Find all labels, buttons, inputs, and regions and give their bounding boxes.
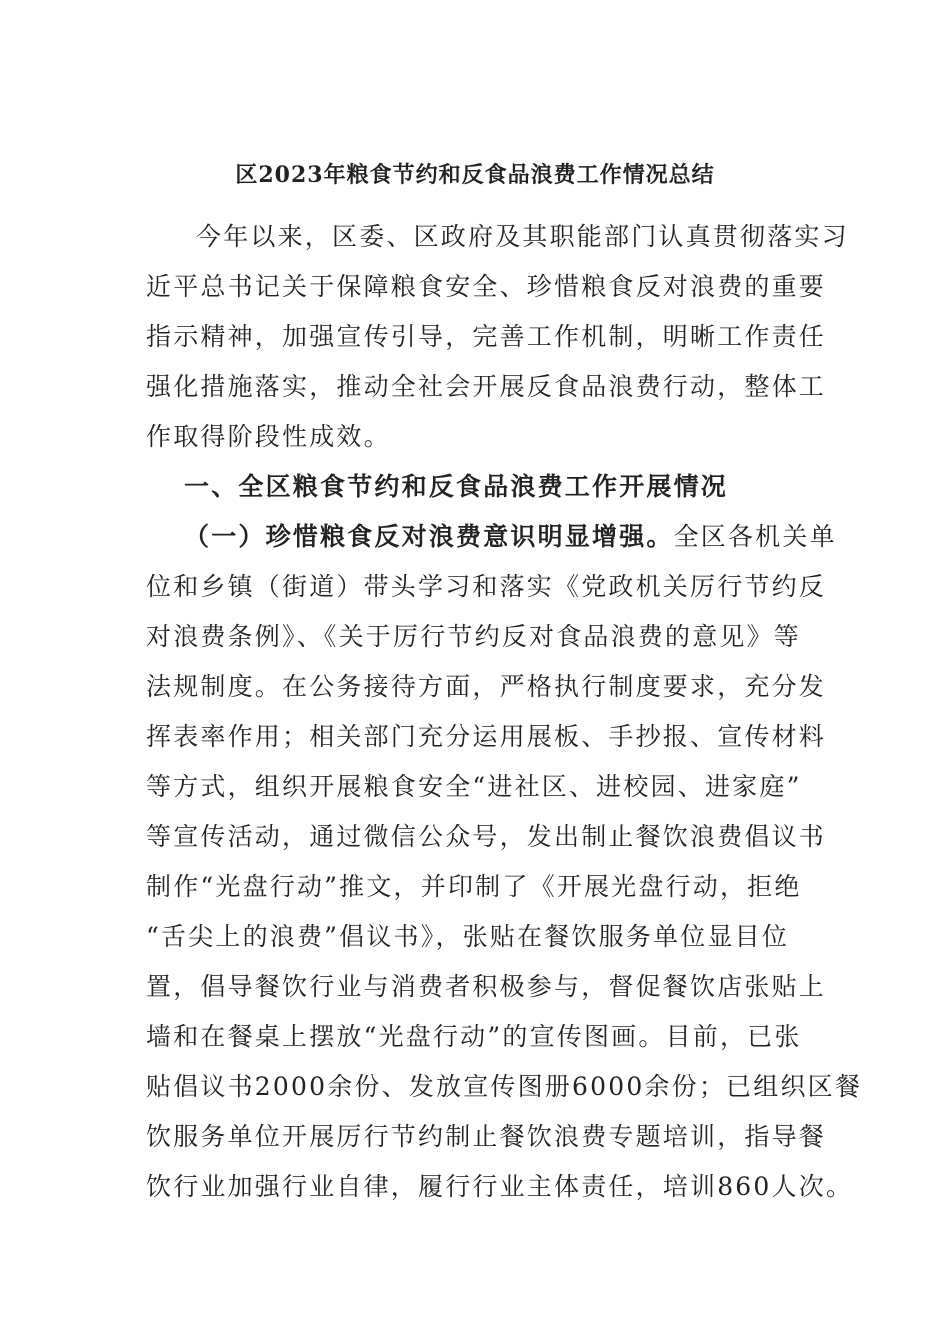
paragraph-line: 对浪费条例》、《关于厉行节约反对食品浪费的意见》等 bbox=[146, 622, 802, 651]
paragraph-line: 近平总书记关于保障粮食安全、珍惜粮食反对浪费的重要 bbox=[146, 272, 827, 301]
paragraph-line: “舌尖上的浪费”倡议书》，张贴在餐饮服务单位显目位 bbox=[146, 922, 790, 951]
paragraph-line: 法规制度。在公务接待方面，严格执行制度要求，充分发 bbox=[146, 672, 827, 701]
paragraph-line: 饮行业加强行业自律，履行行业主体责任，培训860人次。 bbox=[146, 1172, 854, 1201]
paragraph-line: 今年以来，区委、区政府及其职能部门认真贯彻落实习 bbox=[196, 222, 849, 251]
paragraph-line: 贴倡议书2000余份、发放宣传图册6000余份；已组织区餐 bbox=[146, 1072, 863, 1101]
subsection-heading: （一）珍惜粮食反对浪费意识明显增强。 bbox=[184, 522, 674, 551]
paragraph-line: 等方式，组织开展粮食安全“进社区、进校园、进家庭” bbox=[146, 772, 802, 801]
paragraph-line: 饮服务单位开展厉行节约制止餐饮浪费专题培训，指导餐 bbox=[146, 1122, 827, 1151]
subsection-paragraph bbox=[146, 512, 863, 1212]
paragraph-line: 置，倡导餐饮行业与消费者积极参与，督促餐饮店张贴上 bbox=[146, 972, 827, 1001]
section-heading-text: 一、全区粮食节约和反食品浪费工作开展情况 bbox=[184, 472, 729, 501]
paragraph-line: 指示精神，加强宣传引导，完善工作机制，明晰工作责任 bbox=[146, 322, 827, 351]
paragraph-line: 强化措施落实，推动全社会开展反食品浪费行动，整体工 bbox=[146, 372, 827, 401]
paragraph-line bbox=[146, 512, 837, 562]
document-title: 区2023年粮食节约和反食品浪费工作情况总结 bbox=[235, 162, 715, 188]
paragraph-line: 挥表率作用；相关部门充分运用展板、手抄报、宣传材料 bbox=[146, 722, 827, 751]
paragraph-line: 位和乡镇（街道）带头学习和落实《党政机关厉行节约反 bbox=[146, 572, 827, 601]
subsection-first-line-text: 全区各机关单 bbox=[673, 522, 837, 551]
section-heading bbox=[146, 462, 806, 512]
paragraph-line: 制作“光盘行动”推文，并印制了《开展光盘行动，拒绝 bbox=[146, 872, 802, 901]
paragraph-line: 墙和在餐桌上摆放“光盘行动”的宣传图画。目前，已张 bbox=[146, 1022, 802, 1051]
paragraph-line: 作取得阶段性成效。 bbox=[146, 422, 391, 451]
paragraph-line: 等宣传活动，通过微信公众号，发出制止餐饮浪费倡议书 bbox=[146, 822, 827, 851]
intro-paragraph bbox=[146, 212, 849, 462]
